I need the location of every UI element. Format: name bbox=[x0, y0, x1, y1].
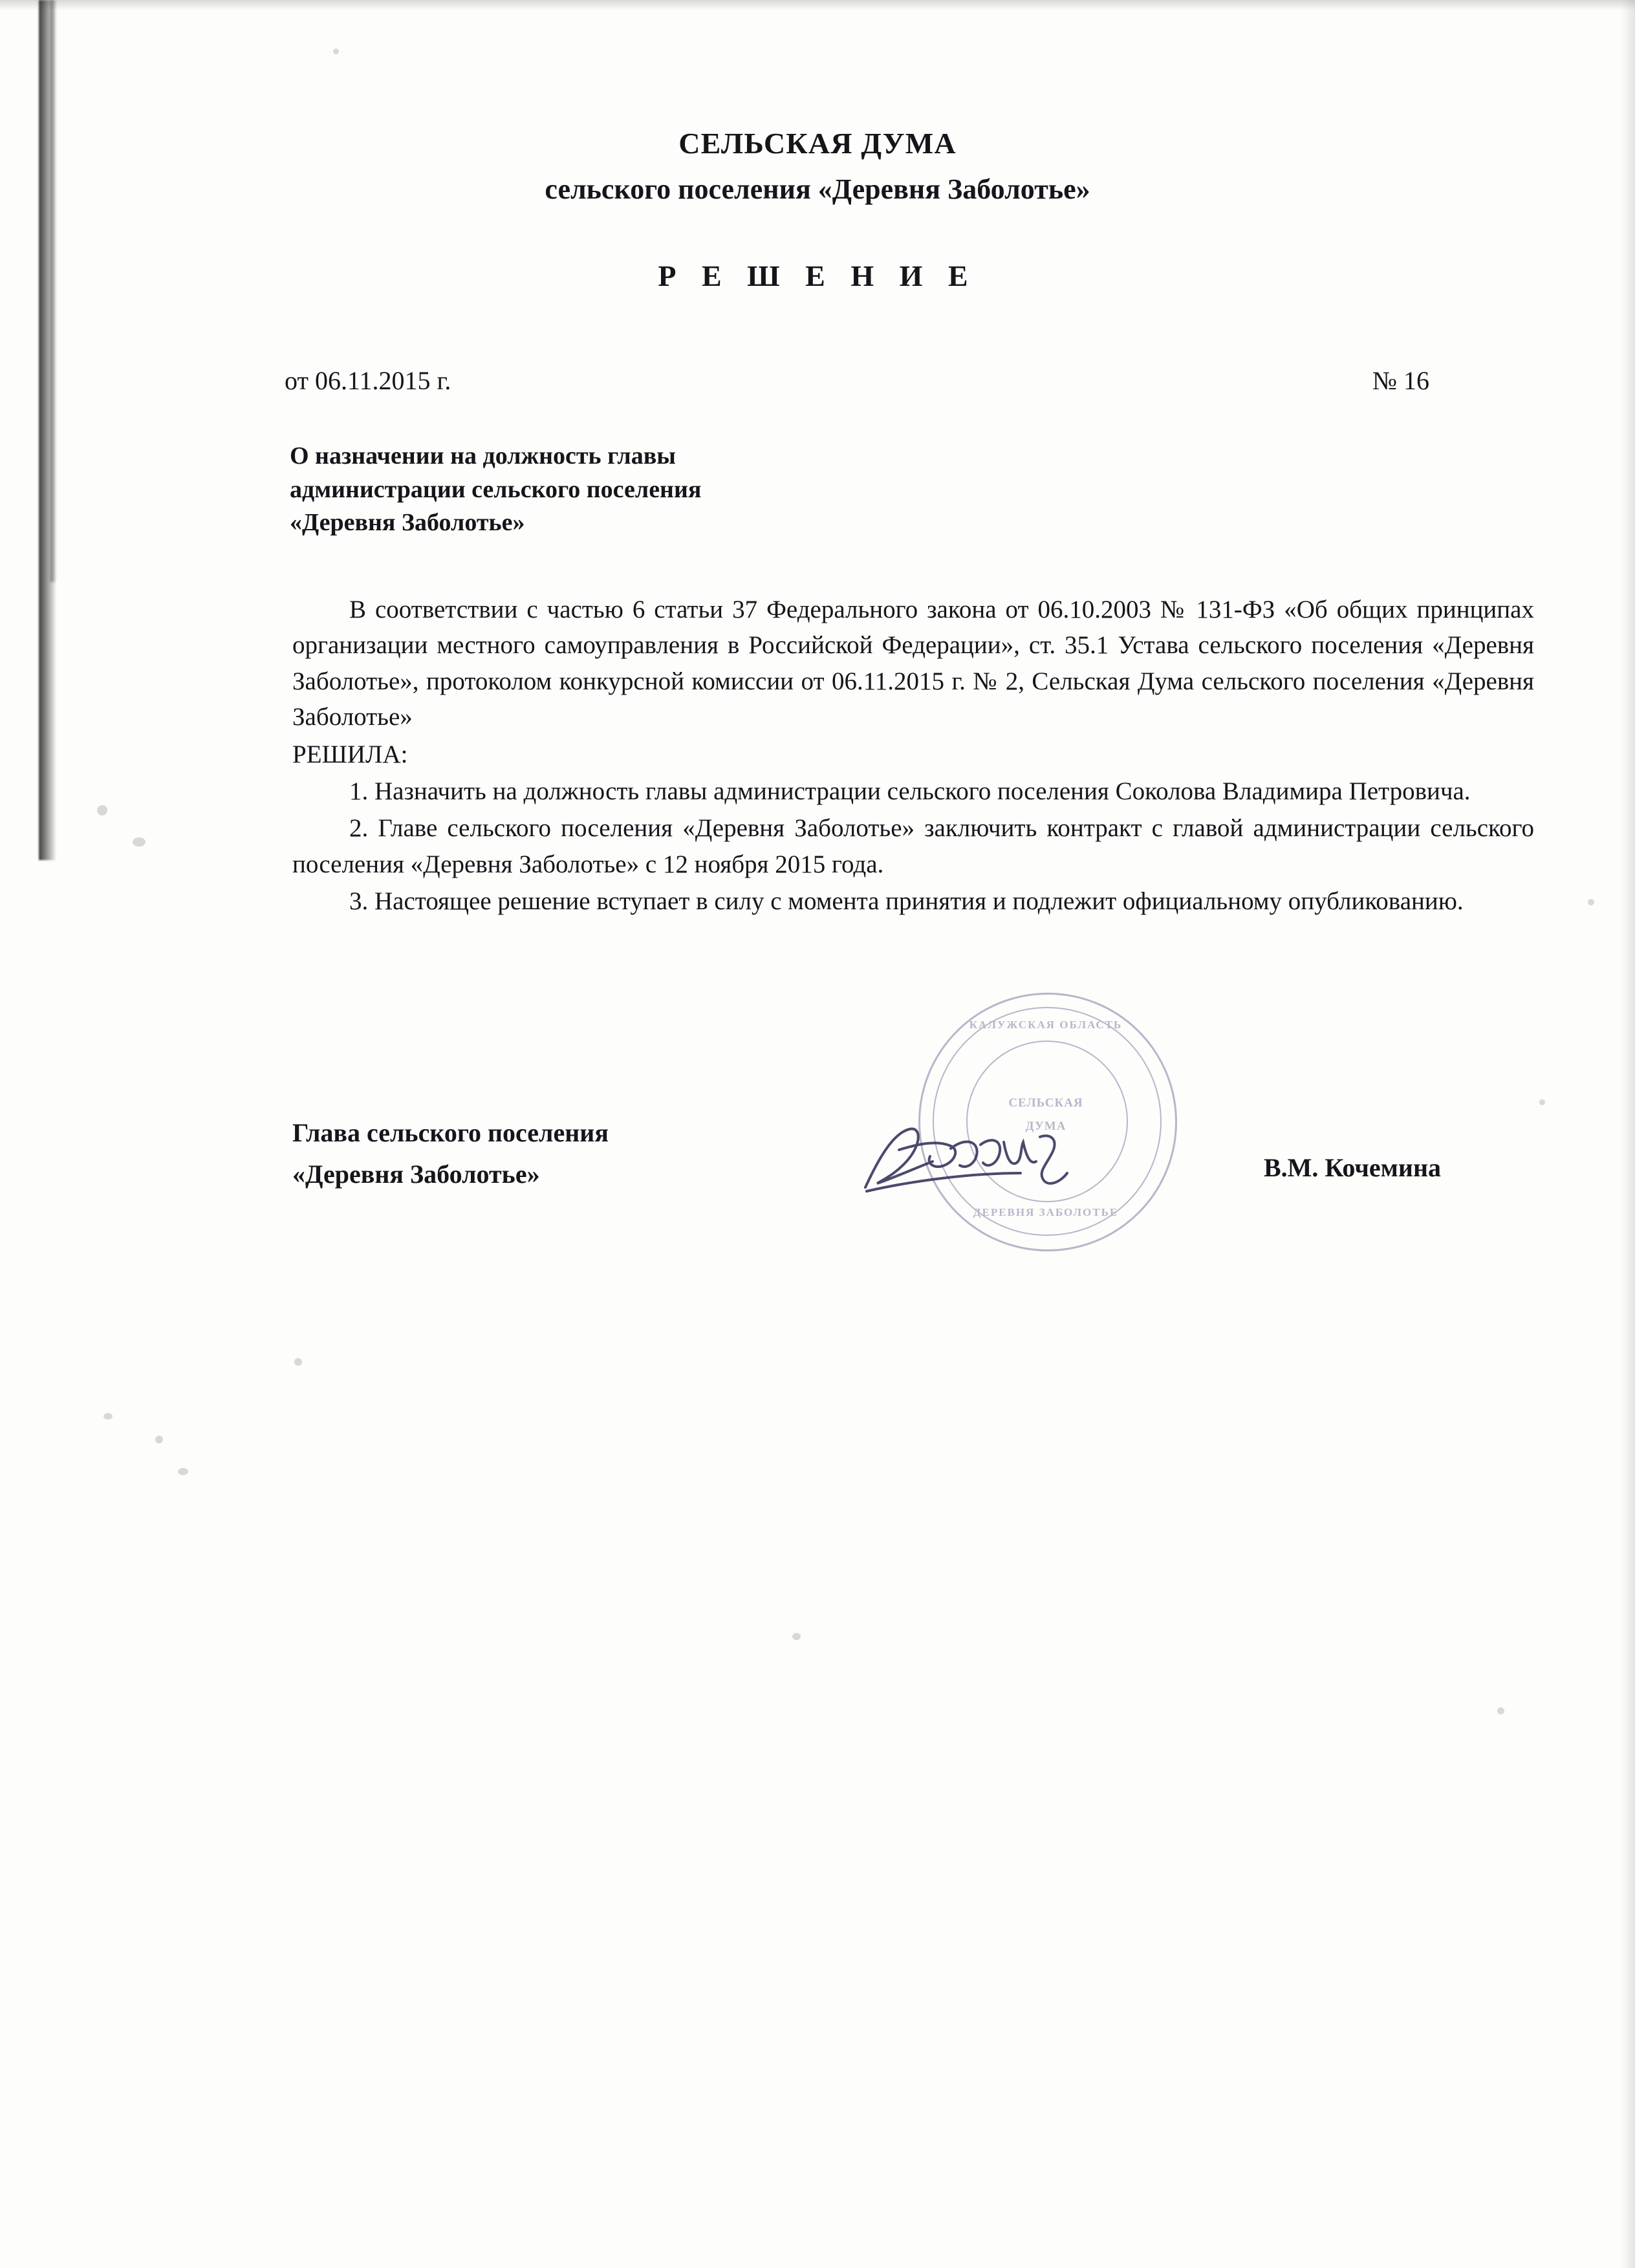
document-subject-line-1: О назначении на должность главы bbox=[290, 442, 676, 470]
document-subject-line-3: «Деревня Заболотье» bbox=[290, 509, 525, 537]
document-subject-line-2: администрации сельского поселения bbox=[290, 475, 702, 503]
body-paragraph-resolved-keyword: РЕШИЛА: bbox=[292, 740, 408, 768]
organization-subtitle: сельского поселения «Деревня Заболотье» bbox=[545, 173, 1090, 205]
signature-position-line-1: Глава сельского поселения bbox=[292, 1118, 609, 1147]
stamp-inner-text-2: ДУМА bbox=[1025, 1119, 1067, 1133]
organization-title: СЕЛЬСКАЯ ДУМА bbox=[678, 127, 957, 160]
signature-position-line-2: «Деревня Заболотье» bbox=[292, 1160, 540, 1189]
document-body bbox=[292, 592, 1534, 920]
body-paragraph-item-3: 3. Настоящее решение вступает в силу с момента принятия и подлежит официальному опубликованию. bbox=[349, 887, 1464, 915]
body-paragraph-preamble: В соответствии с частью 6 статьи 37 Федерального закона от 06.10.2003 № 131-ФЗ «Об общих принципах организации местного самоуправления в Российской Федерации», ст. 35.1 Устава сельского поселения «Деревня Заболотье», протоколом конкурсной комиссии от 06.11.2015 г. № 2, Сельская Дума сельского поселения «Деревня Заболотье» bbox=[292, 596, 1534, 731]
document-kind-heading: Р Е Ш Е Н И Е bbox=[658, 259, 977, 292]
stamp-outer-text: КАЛУЖСКАЯ ОБЛАСТЬ bbox=[969, 1019, 1123, 1031]
stamp-inner-text-1: СЕЛЬСКАЯ bbox=[1008, 1096, 1083, 1110]
signer-name: В.М. Кочемина bbox=[1263, 1153, 1441, 1182]
handwritten-signature bbox=[854, 1111, 1125, 1215]
body-paragraph-item-2: 2. Главе сельского поселения «Деревня Заболотье» заключить контракт с главой администрации сельского поселения «Деревня Заболотье» с 12 ноября 2015 года. bbox=[292, 814, 1534, 878]
document-subject bbox=[290, 440, 937, 540]
signature-position-block bbox=[292, 1112, 609, 1195]
stamp-bottom-text: ДЕРЕВНЯ ЗАБОЛОТЬЕ bbox=[973, 1206, 1119, 1218]
document-date: от 06.11.2015 г. bbox=[285, 366, 451, 395]
body-paragraph-item-1: 1. Назначить на должность главы администрации сельского поселения Соколова Владимира Петровича. bbox=[349, 777, 1471, 805]
document-number: № 16 bbox=[1372, 366, 1429, 395]
